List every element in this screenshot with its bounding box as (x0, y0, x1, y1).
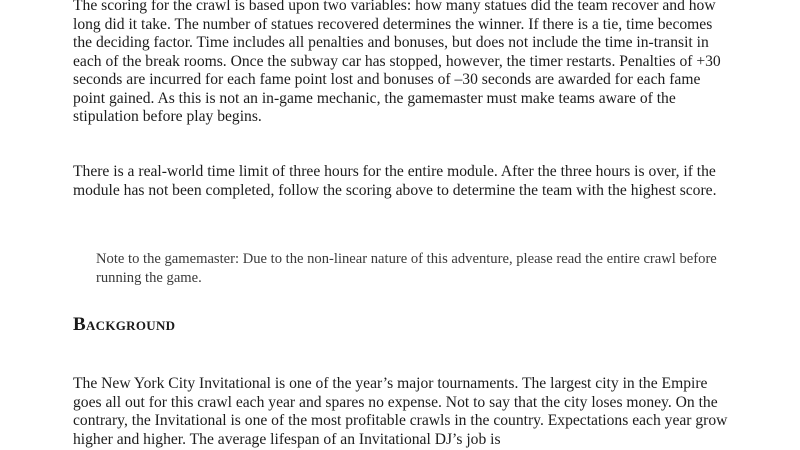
gamemaster-note: Note to the gamemaster: Due to the non-linear nature of this adventure, please read the entire crawl before running the game. (96, 251, 717, 286)
background-paragraph: The New York City Invitational is one of the year’s major tournaments. The largest city in the Empire goes all out for this crawl each year and spares no expense. Not to say that the city loses money. On the contrary, the Invitational is one of the most profitable crawls in the country. Expectations each year grow higher and higher. The average lifespan of an Invitational DJ’s job is (73, 375, 728, 448)
time-limit-paragraph: There is a real-world time limit of three hours for the entire module. After the three hours is over, if the module has not been completed, follow the scoring above to determine the team with the highest score. (73, 163, 717, 199)
section-heading-background: Background (73, 314, 176, 335)
scoring-paragraph: The scoring for the crawl is based upon two variables: how many statues did the team recover and how long did it take. The number of statues recovered determines the winner. If there is a tie, time becomes the deciding factor. Time includes all penalties and bonuses, but does not include the time in-transit in each of the break rooms. Once the subway car has stopped, however, the timer restarts. Penalties of +30 seconds are incurred for each fame point lost and bonuses of –30 seconds are awarded for each fame point gained. As this is not an in-game mechanic, the gamemaster must make teams aware of the stipulation before play begins. (73, 0, 721, 125)
